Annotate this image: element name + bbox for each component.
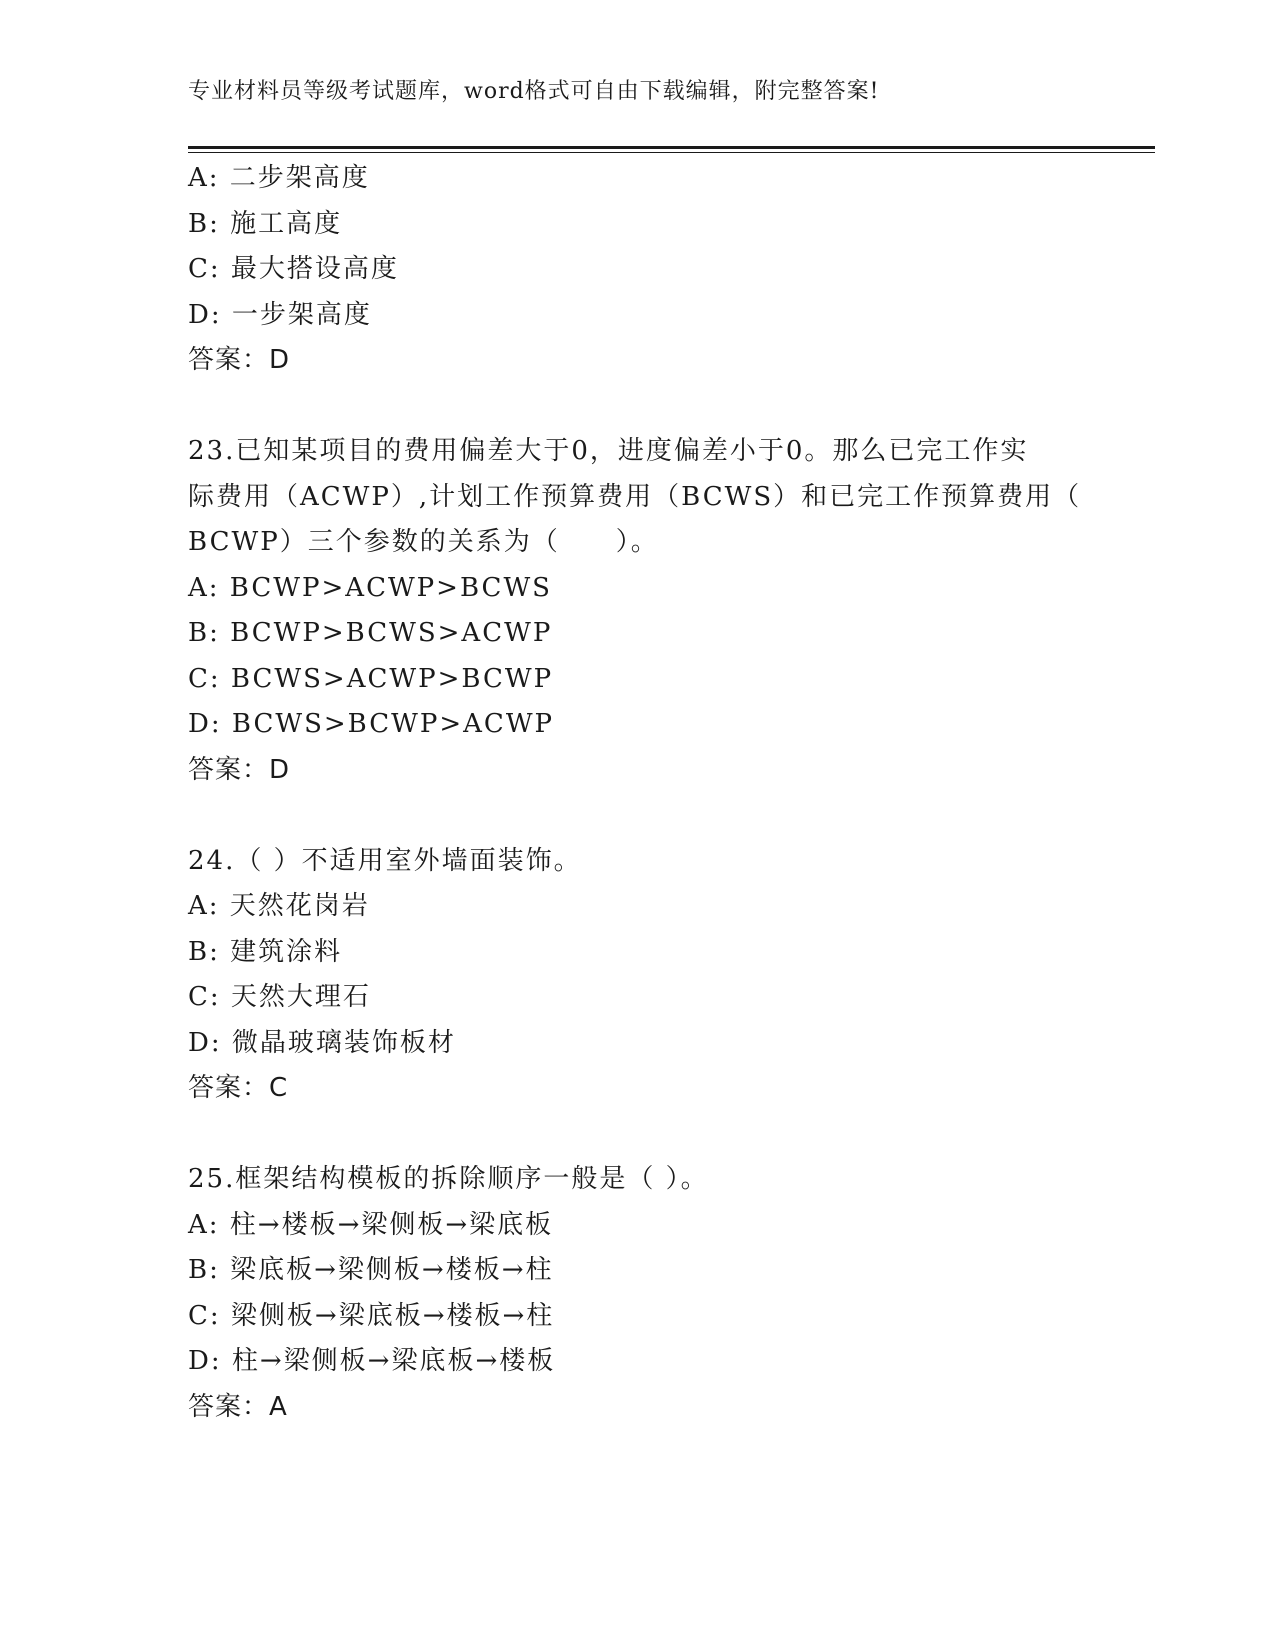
option-b: B: 施工高度 — [188, 208, 343, 239]
question-list — [188, 156, 1088, 1430]
option-d: D: 微晶玻璃装饰板材 — [188, 1027, 456, 1058]
header-divider — [188, 146, 1155, 153]
question-block — [188, 429, 1088, 793]
option-d: D: BCWS>BCWP>ACWP — [188, 709, 555, 739]
option-c: C: 梁侧板→梁底板→楼板→柱 — [188, 1300, 555, 1331]
option-b: B: BCWP>BCWS>ACWP — [188, 618, 553, 648]
option-a: A: 天然花岗岩 — [188, 891, 370, 921]
option-d: D: 柱→梁侧板→梁底板→楼板 — [188, 1346, 556, 1376]
question-text: 24.（ ）不适用室外墙面装饰。 — [188, 845, 582, 876]
option-a: A: 柱→楼板→梁侧板→梁底板 — [188, 1209, 554, 1240]
option-d: D: 一步架高度 — [188, 299, 372, 330]
option-a: A: 二步架高度 — [188, 163, 370, 193]
option-c: C: 最大搭设高度 — [188, 254, 399, 284]
question-text: 25.框架结构模板的拆除顺序一般是（ ）。 — [188, 1164, 709, 1194]
option-c: C: 天然大理石 — [188, 982, 371, 1012]
option-b: B: 梁底板→梁侧板→楼板→柱 — [188, 1255, 554, 1285]
answer-line: 答案：D — [188, 754, 291, 785]
question-block — [188, 156, 1088, 384]
option-c: C: BCWS>ACWP>BCWP — [188, 663, 554, 694]
answer-line: 答案：A — [188, 1391, 288, 1422]
question-block — [188, 839, 1088, 1112]
option-a: A: BCWP>ACWP>BCWS — [188, 572, 552, 603]
question-block — [188, 1157, 1088, 1430]
answer-line: 答案：C — [188, 1073, 289, 1103]
answer-line: 答案：D — [188, 345, 291, 375]
question-text: BCWP）三个参数的关系为（ ）。 — [188, 527, 659, 557]
page-header: 专业材料员等级考试题库，word格式可自由下载编辑，附完整答案! — [188, 79, 880, 104]
option-b: B: 建筑涂料 — [188, 936, 343, 967]
question-text: 23.已知某项目的费用偏差大于0，进度偏差小于0。那么已完工作实 — [188, 436, 1029, 466]
question-text: 际费用（ACWP）,计划工作预算费用（BCWS）和已完工作预算费用（ — [188, 481, 1082, 512]
